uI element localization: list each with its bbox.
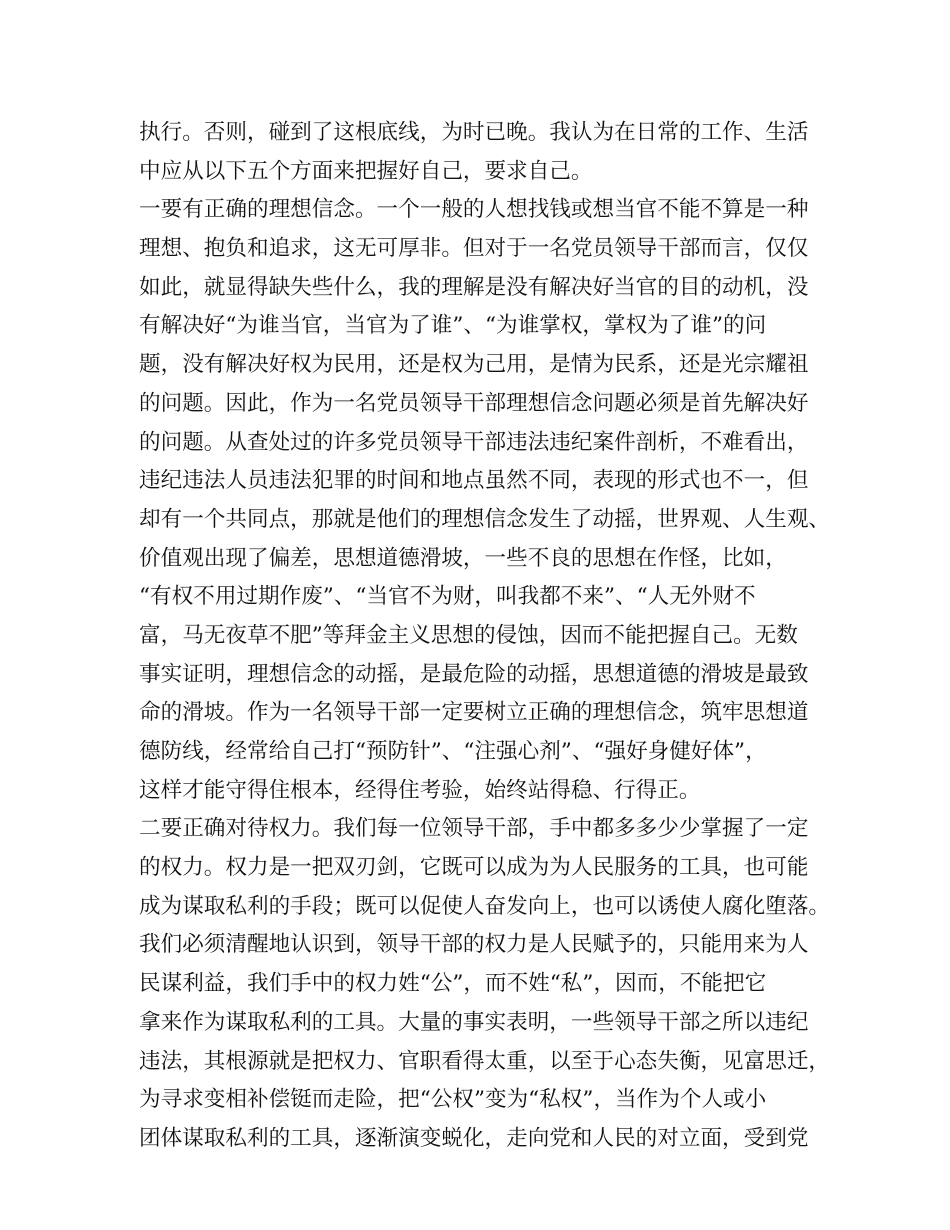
text-line: 题，没有解决好权为民用，还是权为己用，是情为民系，还是光宗耀祖 xyxy=(139,352,809,378)
text-line: 这样才能守得住根本，经得住考验，始终站得稳、行得正。 xyxy=(139,777,701,803)
text-line: 一要有正确的理想信念。一个一般的人想找钱或想当官不能不算是一种 xyxy=(139,197,809,223)
text-line: 命的滑坡。作为一名领导干部一定要树立正确的理想信念，筑牢思想道 xyxy=(139,700,809,726)
text-line: 德防线，经常给自己打“预防针”、“注强心剂”、“强好身健好体”， xyxy=(139,739,767,764)
text-line: 违法，其根源就是把权力、官职看得太重，以至于心态失衡，见富思迁， xyxy=(139,1048,831,1074)
text-line: 我们必须清醒地认识到，领导干部的权力是人民赋予的，只能用来为人 xyxy=(139,932,809,958)
text-line: 如此，就显得缺失些什么，我的理解是没有解决好当官的目的动机，没 xyxy=(139,274,809,300)
text-line: 执行。否则，碰到了这根底线，为时已晚。我认为在日常的工作、生活 xyxy=(139,120,809,145)
text-line: 的权力。权力是一把双刃剑，它既可以成为为人民服务的工具，也可能 xyxy=(139,855,809,881)
text-line: 的问题。从查处过的许多党员领导干部违法违纪案件剖析，不难看出， xyxy=(139,429,809,455)
text-line: 的问题。因此，作为一名党员领导干部理想信念问题必须是首先解决好 xyxy=(139,390,809,416)
text-line: 二要正确对待权力。我们每一位领导干部，手中都多多少少掌握了一定 xyxy=(139,816,809,842)
text-line: 富，马无夜草不肥”等拜金主义思想的侵蚀，因而不能把握自己。无数 xyxy=(139,622,798,648)
text-line: 拿来作为谋取私利的工具。大量的事实表明，一些领导干部之所以违纪 xyxy=(139,1009,809,1035)
text-line: 有解决好“为谁当官，当官为了谁”、“为谁掌权，掌权为了谁”的问 xyxy=(139,313,767,339)
text-line: 事实证明，理想信念的动摇，是最危险的动摇，思想道德的滑坡是最致 xyxy=(139,661,809,687)
text-line: 违纪违法人员违法犯罪的时间和地点虽然不同，表现的形式也不一，但 xyxy=(139,468,809,494)
body-text xyxy=(139,114,829,1159)
text-line: 为寻求变相补偿铤而走险，把“公权”变为“私权”，当作为个人或小 xyxy=(139,1087,767,1113)
text-line: 价值观出现了偏差，思想道德滑坡，一些不良的思想在作怪，比如， xyxy=(139,545,787,571)
text-line: 成为谋取私利的手段；既可以促使人奋发向上，也可以诱使人腐化堕落。 xyxy=(139,893,831,919)
text-line: 民谋利益，我们手中的权力姓“公”，而不姓“私”，因而，不能把它 xyxy=(139,971,767,997)
text-line: 理想、抱负和追求，这无可厚非。但对于一名党员领导干部而言，仅仅 xyxy=(139,236,809,262)
text-line: 团体谋取私利的工具，逐渐演变蜕化，走向党和人民的对立面，受到党 xyxy=(139,1125,809,1151)
text-line: 中应从以下五个方面来把握好自己，要求自己。 xyxy=(139,158,593,184)
text-line: 却有一个共同点，那就是他们的理想信念发生了动摇，世界观、人生观、 xyxy=(139,506,831,532)
text-line: “有权不用过期作废”、“当官不为财，叫我都不来”、“人无外财不 xyxy=(139,584,756,610)
